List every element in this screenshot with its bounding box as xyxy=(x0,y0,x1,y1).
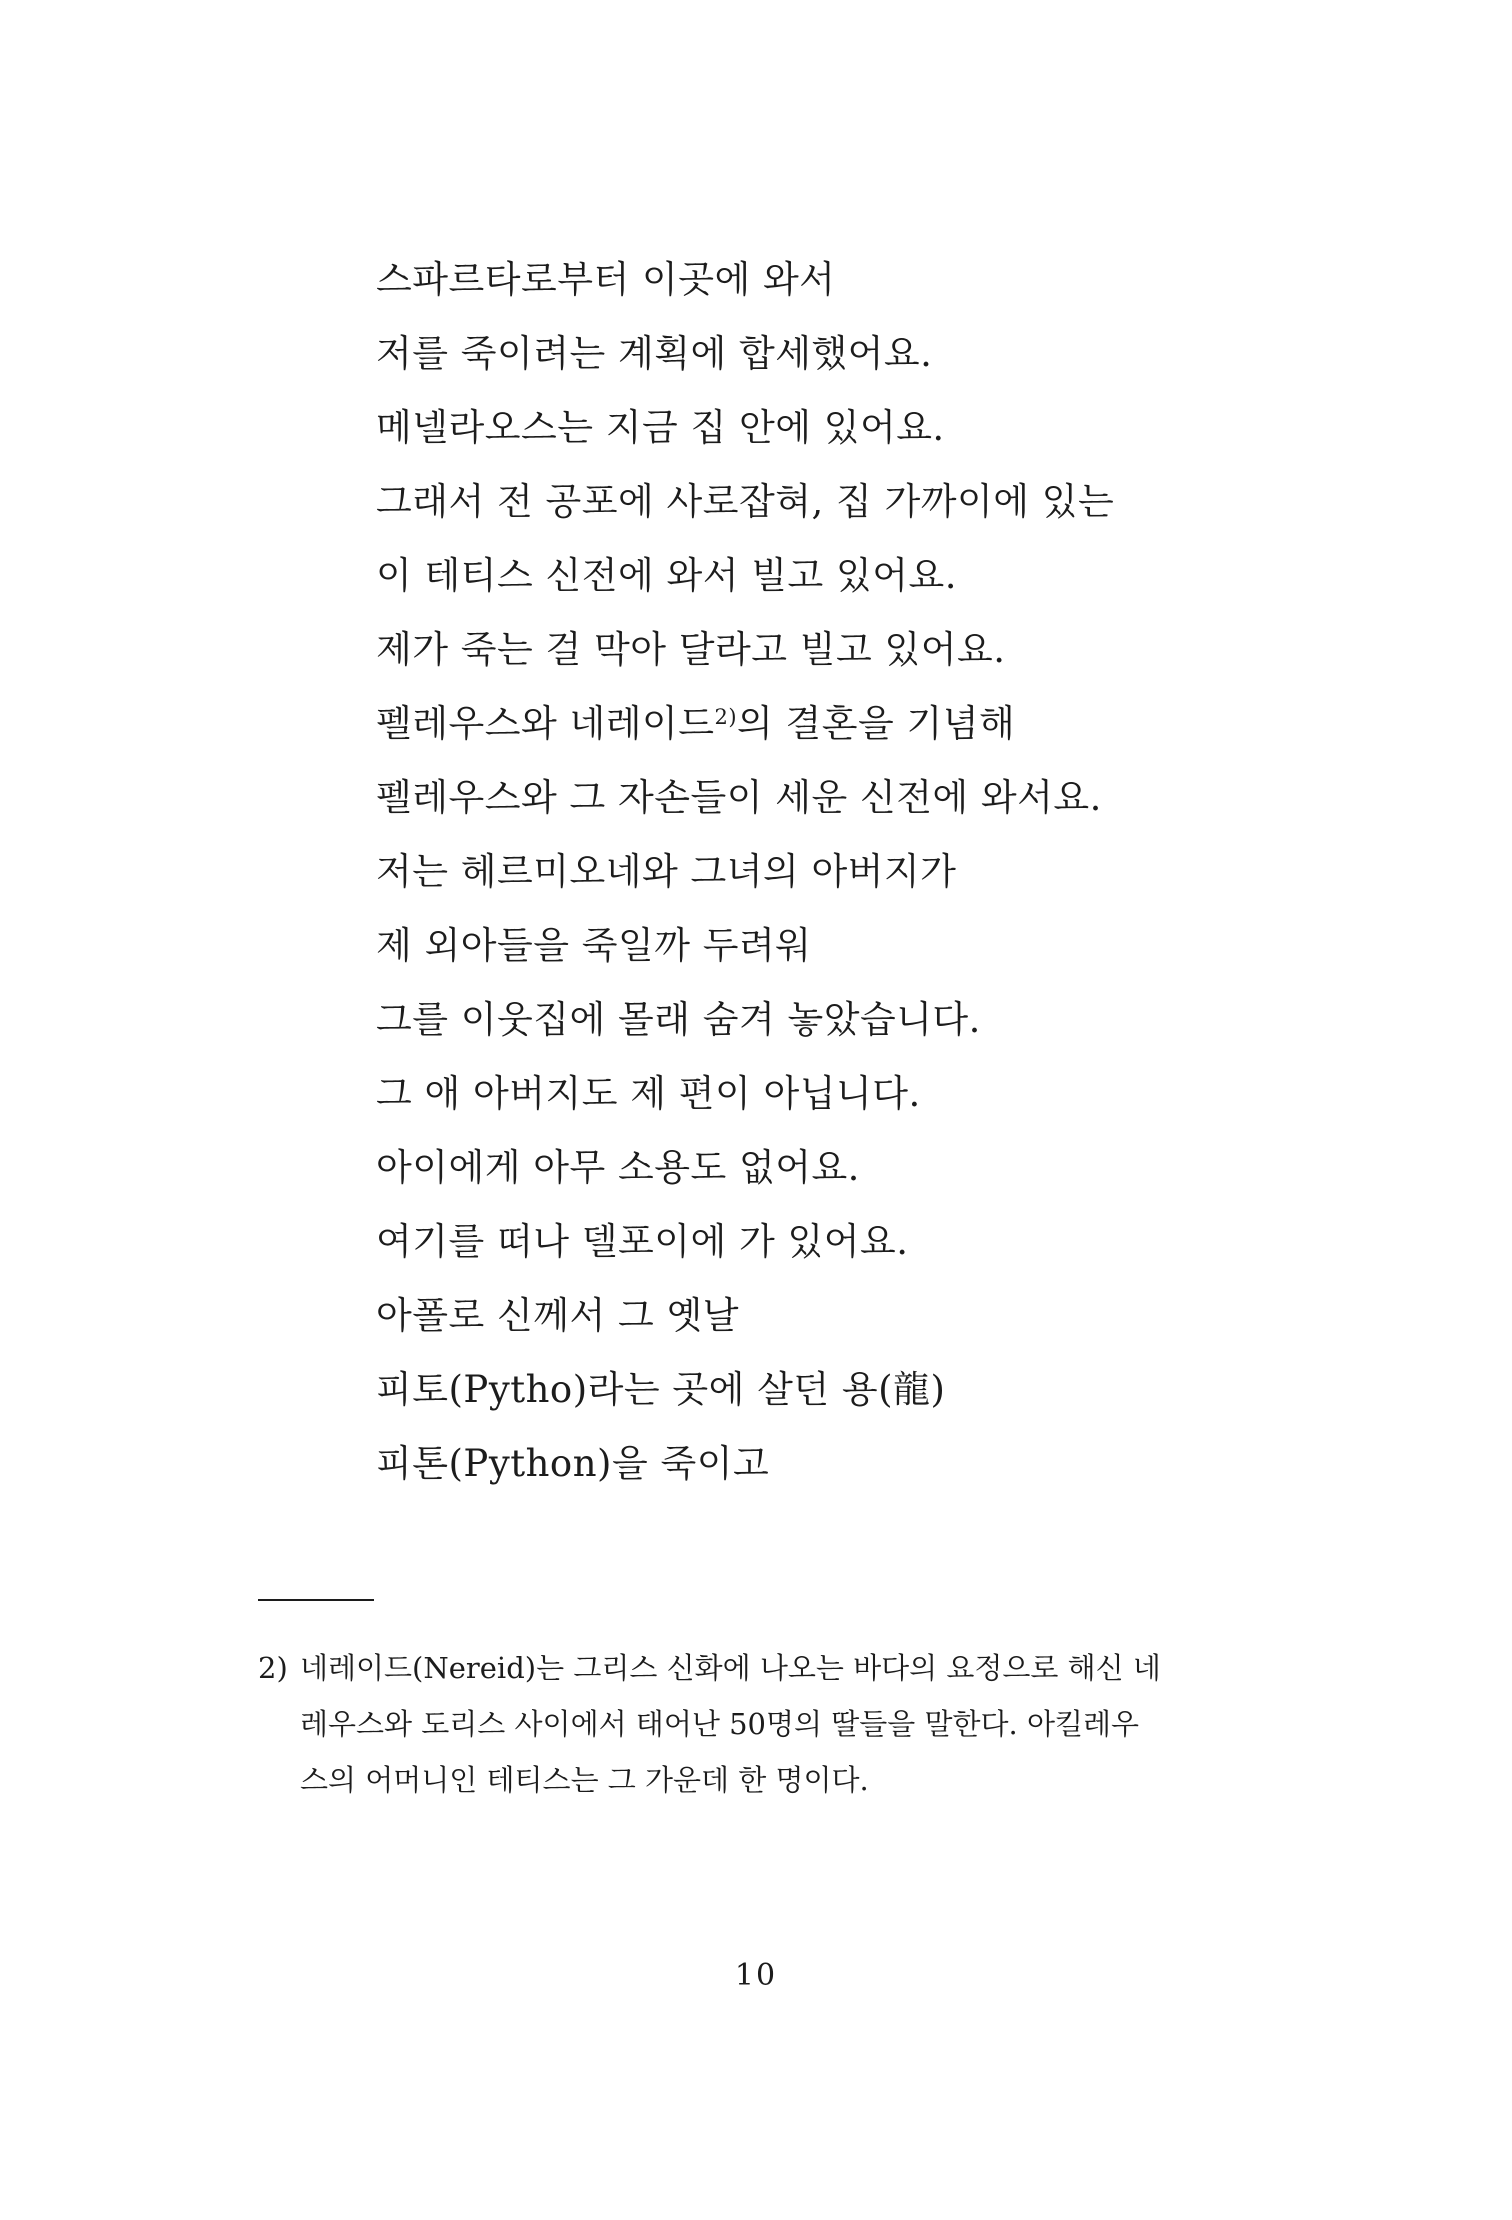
verse-text: 메넬라오스는 지금 집 안에 있어요. xyxy=(376,406,945,449)
verse-line xyxy=(376,243,1276,317)
verse-line xyxy=(376,1057,1276,1131)
verse-line xyxy=(376,1353,1276,1427)
footnote-divider xyxy=(258,1599,374,1601)
verse-text: 펠레우스와 네레이드 xyxy=(376,702,715,745)
verse-text: 피톤(Python)을 죽이고 xyxy=(376,1442,770,1485)
footnote-text: 레우스와 도리스 사이에서 태어난 50명의 딸들을 말한다. 아킬레우 xyxy=(300,1707,1140,1741)
verse-line xyxy=(376,391,1276,465)
verse-line xyxy=(376,1205,1276,1279)
verse-line xyxy=(376,1131,1276,1205)
verse-text: 그를 이웃집에 몰래 숨겨 놓았습니다. xyxy=(376,998,981,1041)
verse-line xyxy=(376,1279,1276,1353)
verse-text: 저는 헤르미오네와 그녀의 아버지가 xyxy=(376,850,957,893)
verse-line xyxy=(376,465,1276,539)
footnote-line xyxy=(258,1640,1258,1696)
verse-line xyxy=(376,983,1276,1057)
verse-text: 피토(Pytho)라는 곳에 살던 용(龍) xyxy=(376,1368,946,1411)
verse-text: 펠레우스와 그 자손들이 세운 신전에 와서요. xyxy=(376,776,1102,819)
verse-text: 이 테티스 신전에 와서 빌고 있어요. xyxy=(376,554,957,597)
verse-line xyxy=(376,1427,1276,1501)
verse-text: 여기를 떠나 델포이에 가 있어요. xyxy=(376,1220,909,1263)
footnote-text: 네레이드(Nereid)는 그리스 신화에 나오는 바다의 요정으로 해신 네 xyxy=(300,1651,1161,1685)
verse-text: 그래서 전 공포에 사로잡혀, 집 가까이에 있는 xyxy=(376,480,1115,523)
footnote xyxy=(258,1640,1258,1808)
verse-text-continued: 의 결혼을 기념해 xyxy=(737,702,1016,745)
verse-line xyxy=(376,539,1276,613)
verse-line xyxy=(376,317,1276,391)
verse-text: 아이에게 아무 소용도 없어요. xyxy=(376,1146,860,1189)
footnote-line xyxy=(258,1752,1258,1808)
verse-line xyxy=(376,687,1276,761)
footnote-line xyxy=(258,1696,1258,1752)
footnote-reference[interactable]: 2) xyxy=(714,705,738,729)
verse-text: 제가 죽는 걸 막아 달라고 빌고 있어요. xyxy=(376,628,1006,671)
verse-line xyxy=(376,761,1276,835)
verse-text: 그 애 아버지도 제 편이 아닙니다. xyxy=(376,1072,921,1115)
verse-line xyxy=(376,835,1276,909)
verse-text: 제 외아들을 죽일까 두려워 xyxy=(376,924,812,967)
verse-line xyxy=(376,909,1276,983)
verse-block xyxy=(376,243,1276,1501)
verse-text: 아폴로 신께서 그 옛날 xyxy=(376,1294,739,1337)
verse-text: 스파르타로부터 이곳에 와서 xyxy=(376,258,836,301)
verse-line xyxy=(376,613,1276,687)
verse-text: 저를 죽이려는 계획에 합세했어요. xyxy=(376,332,933,375)
footnote-marker: 2) xyxy=(258,1651,288,1685)
footnote-text: 스의 어머니인 테티스는 그 가운데 한 명이다. xyxy=(300,1763,869,1797)
page-number: 10 xyxy=(734,1958,778,1993)
